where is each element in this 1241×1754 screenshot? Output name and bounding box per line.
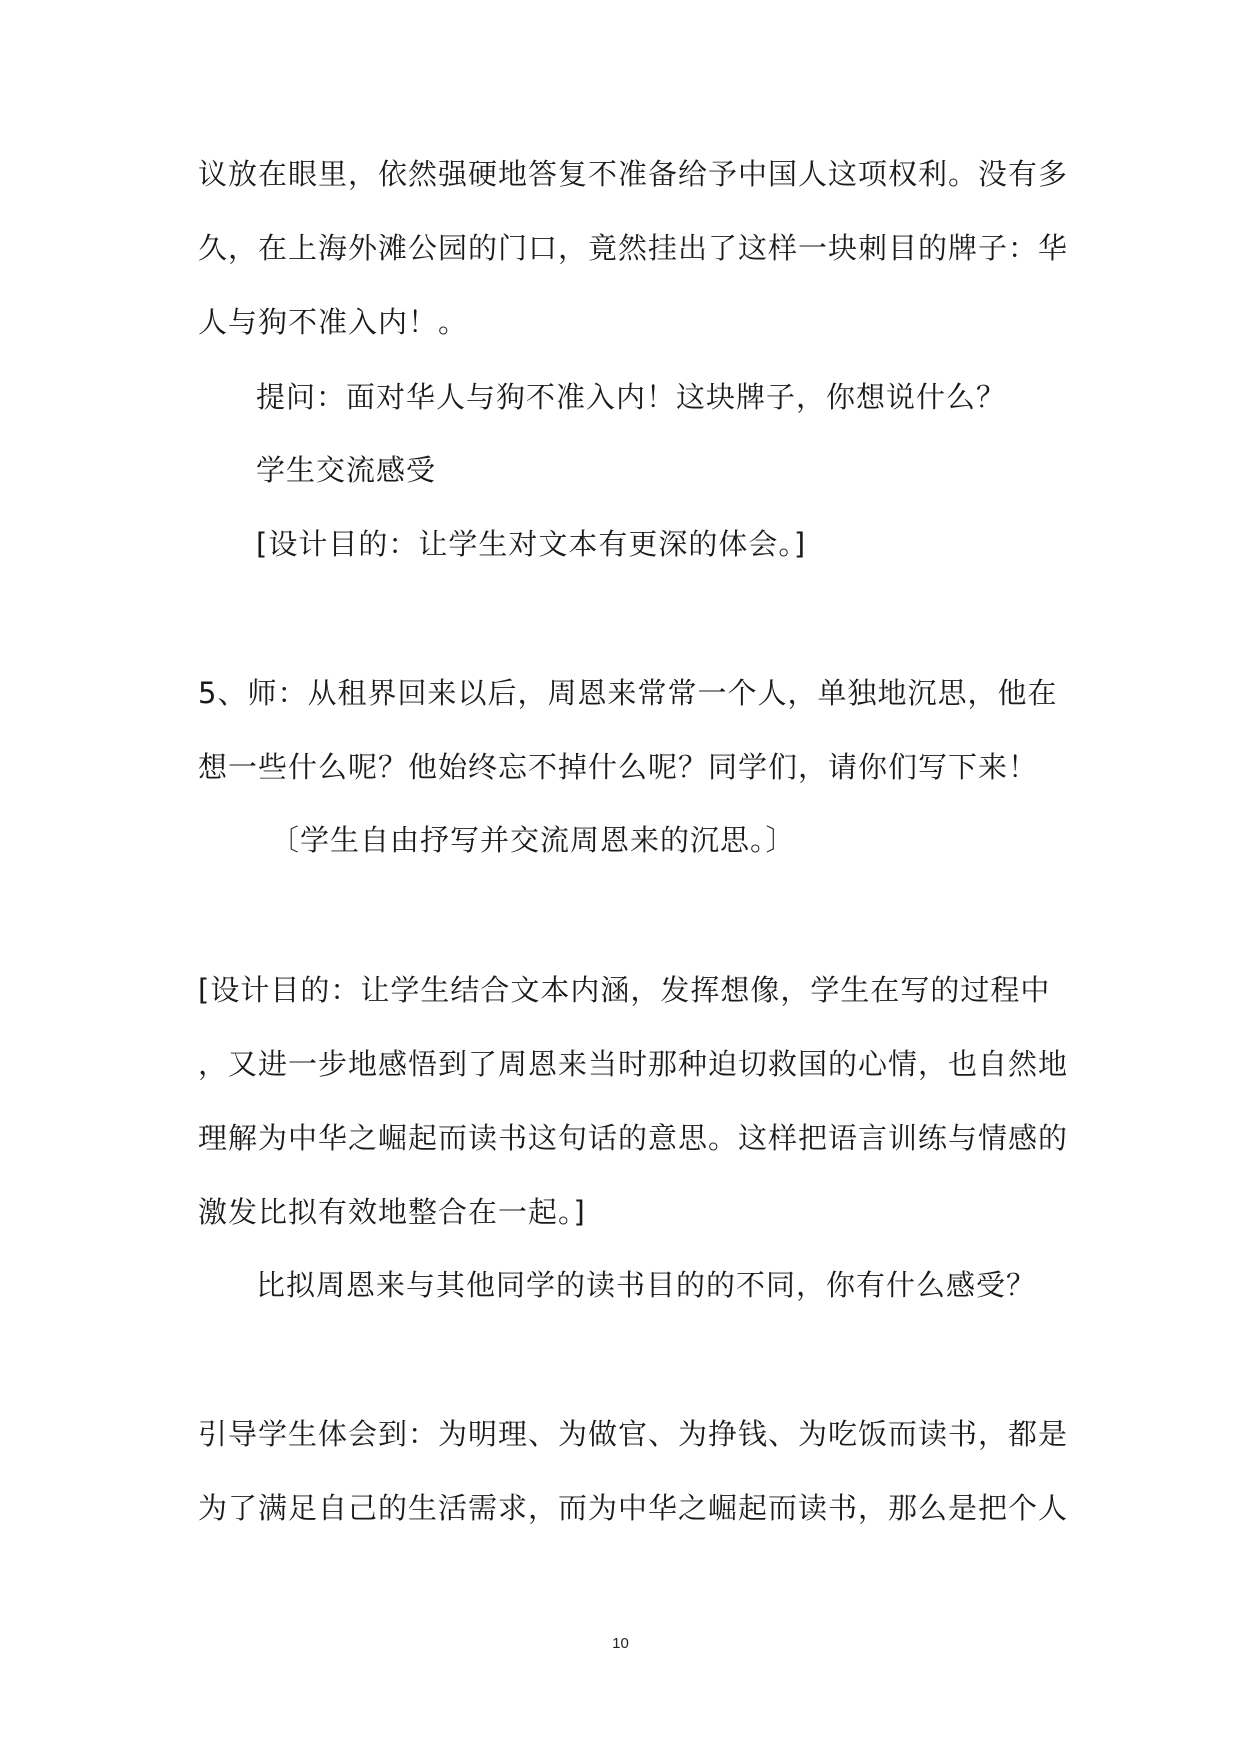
text-line-2: 久，在上海外滩公园的门口，竟然挂出了这样一块刺目的牌子：华	[198, 231, 1069, 265]
design-purpose-2-line-4: 激发比拟有效地整合在一起。]	[198, 1195, 586, 1229]
compare-line: 比拟周恩来与其他同学的读书目的的不同，你有什么感受？	[256, 1268, 1037, 1302]
student-writing-line: 〔学生自由抒写并交流周恩来的沉思。〕	[270, 823, 796, 857]
guide-line-2: 为了满足自己的生活需求，而为中华之崛起而读书，那么是把个人	[198, 1491, 1069, 1525]
design-purpose-2-line-1: [设计目的：让学生结合文本内涵，发挥想像，学生在写的过程中	[198, 973, 1051, 1007]
page-number: 10	[612, 1635, 629, 1652]
design-purpose-2-line-3: 理解为中华之崛起而读书这句话的意思。这样把语言训练与情感的	[198, 1121, 1069, 1155]
question-line: 提问：面对华人与狗不准入内！这块牌子，你想说什么？	[256, 380, 1007, 414]
design-purpose-line: [设计目的：让学生对文本有更深的体会。]	[256, 527, 807, 561]
student-exchange-line: 学生交流感受	[256, 453, 437, 487]
text-line-3: 人与狗不准入内！。	[198, 305, 469, 339]
section-5-line-1: 5、师：从租界回来以后，周恩来常常一个人，单独地沉思，他在	[198, 676, 1058, 710]
text-line-1: 议放在眼里，依然强硬地答复不准备给予中国人这项权利。没有多	[198, 157, 1069, 191]
design-purpose-2-line-2: ，又进一步地感悟到了周恩来当时那种迫切救国的心情，也自然地	[198, 1047, 1069, 1081]
section-5-line-2: 想一些什么呢？他始终忘不掉什么呢？同学们，请你们写下来！	[198, 750, 1039, 784]
guide-line-1: 引导学生体会到：为明理、为做官、为挣钱、为吃饭而读书，都是	[198, 1417, 1069, 1451]
